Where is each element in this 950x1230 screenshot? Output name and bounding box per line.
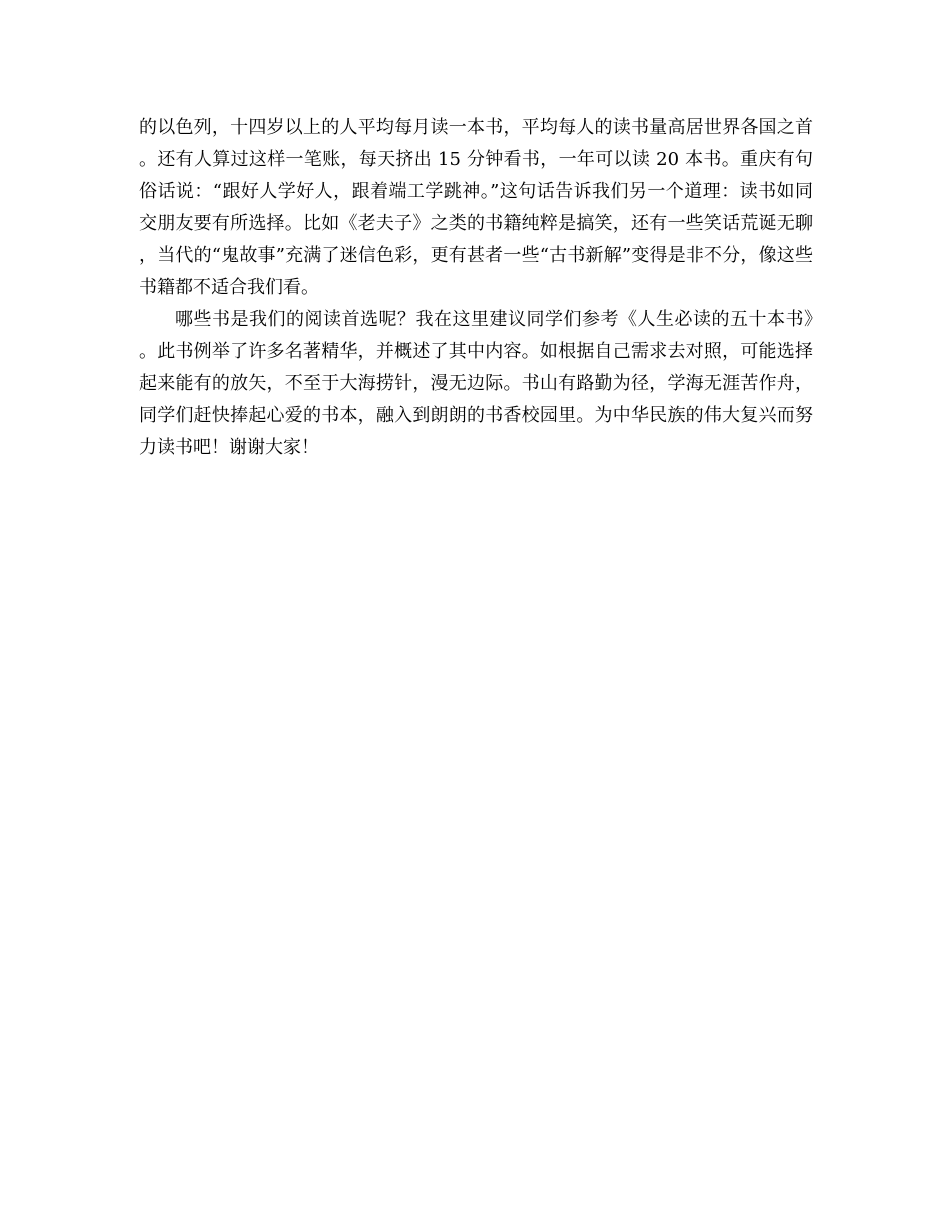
body-paragraph-1: 的以色列，十四岁以上的人平均每月读一本书，平均每人的读书量高居世界各国之首。还有人算过这样一笔账，每天挤出 15 分钟看书，一年可以读 20 本书。重庆有句俗话说：“跟好人学好人，跟着端工学跳神。”这句话告诉我们另一个道理：读书如同交朋友要有所选择。比如《老夫子》之类的书籍纯粹是搞笑，还有一些笑话荒诞无聊，当代的“鬼故事”充满了迷信色彩，更有甚者一些“古书新解”变得是非不分，像这些书籍都不适合我们看。 [139,117,813,298]
body-paragraph-2: 哪些书是我们的阅读首选呢？我在这里建议同学们参考《人生必读的五十本书》。此书例举了许多名著精华，并概述了其中内容。如根据自己需求去对照，可能选择起来能有的放矢，不至于大海捞针，漫无边际。书山有路勤为径，学海无涯苦作舟，同学们赶快捧起心爱的书本，融入到朗朗的书香校园里。为中华民族的伟大复兴而努力读书吧！谢谢大家！ [139,309,813,458]
document-body [139,112,813,464]
